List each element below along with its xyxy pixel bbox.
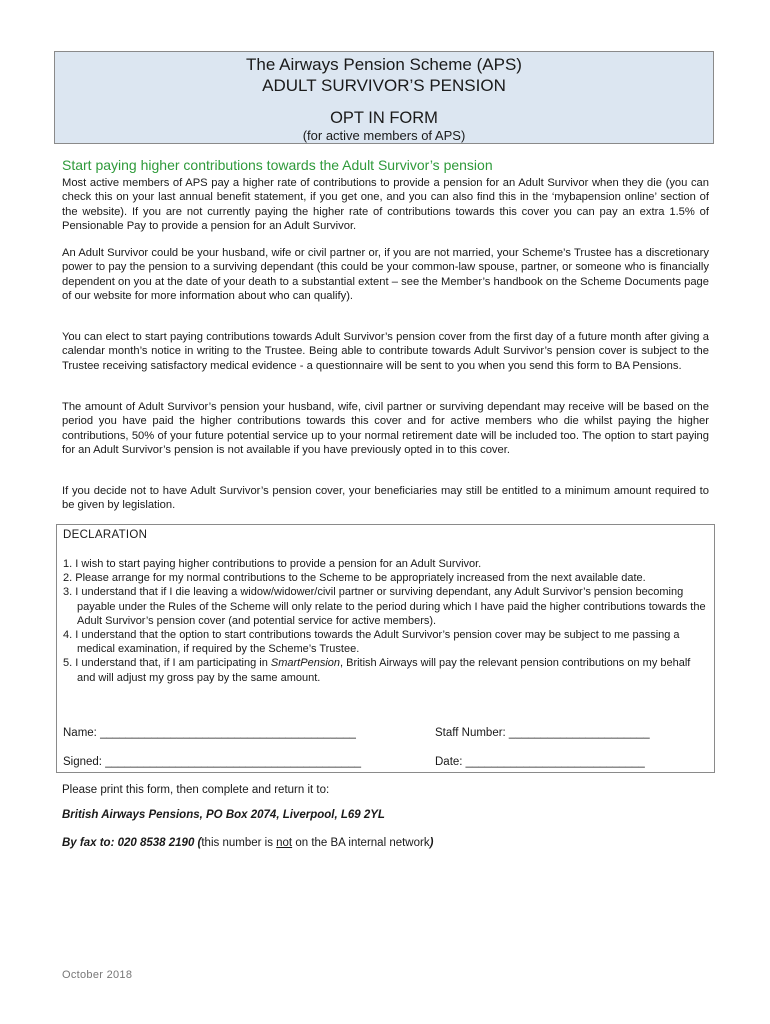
declaration-item: 4. I understand that the option to start contributions towards the Adult Survivor’s pension cover may be subject to me passing a medical examination, if required by the Scheme’s Trustee. [63, 629, 680, 656]
name-field[interactable]: Name: ________________________________________ [63, 727, 356, 739]
declaration-item-5 [63, 656, 711, 684]
declaration-box [56, 524, 715, 773]
fax-note-a: this number is [201, 837, 277, 849]
print-instruction: Please print this form, then complete and return it to: [62, 784, 330, 796]
item5-suffix: , British Airways will pay the relevant pension contributions on my behalf and will adjust my gross pay by the same amount. [77, 657, 691, 684]
fax-close: ) [429, 837, 434, 849]
scheme-title: The Airways Pension Scheme (APS) [246, 55, 522, 74]
fax-note-b: on the BA internal network [292, 837, 430, 849]
fax-line [62, 837, 433, 849]
election-paragraph: You can elect to start paying contributions towards Adult Survivor’s pension cover from the first day of a future month after giving a calendar month’s notice in writing to the Trustee. Being able to contribute towards Adult Survivor’s pension cover is subject to the Trustee receiving satisfactory medical evidence - a questionnaire will be sent to you when you send this form to BA Pensions. [62, 331, 709, 372]
footer-date: October 2018 [62, 969, 133, 981]
pension-title: ADULT SURVIVOR’S PENSION [262, 76, 506, 95]
form-header [54, 51, 714, 144]
fax-note-not: not [276, 837, 293, 849]
section-heading: Start paying higher contributions towards the Adult Survivor’s pension [62, 157, 493, 173]
audience-note: (for active members of APS) [302, 128, 466, 143]
intro-paragraph: Most active members of APS pay a higher rate of contributions to provide a pension for an Adult Survivor when they die (you can check this on your last annual benefit statement, if you get one, and you can also find this in the ‘mybapension online’ section of the website). If you are not currently paying the higher rate of contributions towards this cover you can pay an extra 1.5% of Pensionable Pay to provide a pension for an Adult Survivor. [62, 177, 709, 233]
staff-number-field[interactable]: Staff Number: ______________________ [435, 727, 650, 739]
amount-paragraph: The amount of Adult Survivor’s pension your husband, wife, civil partner or surviving dependant may receive will be based on the period you have paid the higher contributions towards this cover and for active members who die whilst paying the higher contributions, 50% of your future potential service up to your normal retirement date will be included too. The option to start paying for an Adult Survivor’s pension is not available if you have previously opted in to this cover. [62, 401, 709, 457]
declaration-list [63, 557, 711, 685]
adult-survivor-paragraph: An Adult Survivor could be your husband, wife or civil partner or, if you are not married, your Scheme’s Trustee has a discretionary power to pay the pension to a surviving dependant (this could be your common-law spouse, partner, or someone who is financially dependent on you at the date of your death to a substantial extent – see the Member’s handbook on the Scheme Documents page of our website for more information about who can qualify). [62, 247, 709, 303]
declaration-item: 2. Please arrange for my normal contributions to the Scheme to be appropriately increased from the next available date. [63, 572, 646, 585]
fax-number: By fax to: 020 8538 2190 ( [62, 837, 202, 849]
opt-out-paragraph: If you decide not to have Adult Survivor’s pension cover, your beneficiaries may still be entitled to a minimum amount required to be given by legislation. [62, 485, 709, 512]
return-address: British Airways Pensions, PO Box 2074, Liverpool, L69 2YL [62, 809, 385, 821]
smartpension-term: SmartPension [270, 657, 340, 670]
declaration-item: 1. I wish to start paying higher contributions to provide a pension for an Adult Survivor. [63, 558, 482, 570]
declaration-item: 3. I understand that if I die leaving a widow/widower/civil partner or surviving dependant, any Adult Survivor’s pension becoming payable under the Rules of the Scheme will only relate to the period during which I have paid the higher contributions towards the Adult Survivor’s pension cover (and potential service for active members). [63, 586, 706, 627]
declaration-heading: DECLARATION [63, 529, 148, 541]
item5-prefix: 5. I understand that, if I am participating in [63, 657, 271, 670]
date-field[interactable]: Date: ____________________________ [435, 756, 645, 768]
signature-field[interactable]: Signed: ________________________________________ [63, 756, 362, 768]
form-title: OPT IN FORM [330, 109, 438, 127]
